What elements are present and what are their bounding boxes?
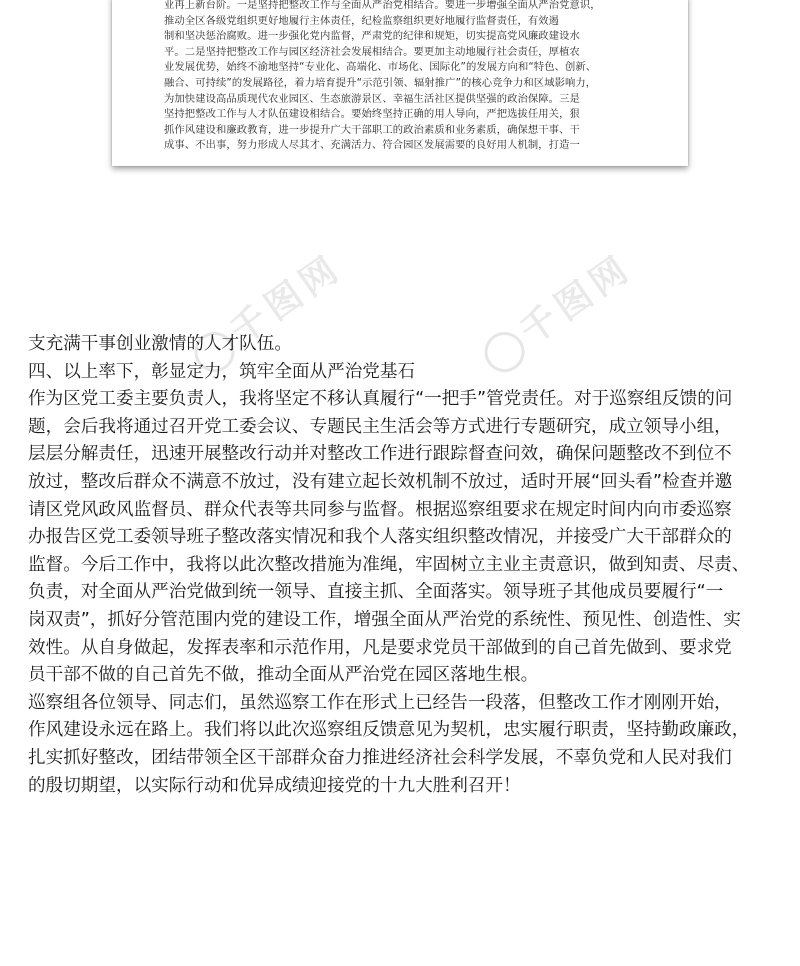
body-line: 层层分解责任，迅速开展整改行动并对整改工作进行跟踪督查问效，确保问题整改不到位不 — [28, 444, 732, 465]
body-line: 请区党风政风监督员、群众代表等共同参与监督。根据巡察组要求在规定时间内向市委巡察 — [28, 499, 732, 520]
preview-line: 成事、不出事，努力形成人尽其才、充满活力、符合园区发展需要的良好用人机制，打造一 — [164, 139, 580, 152]
body-line: 巡察组各位领导、同志们，虽然巡察工作在形式上已经告一段落，但整改工作才刚刚开始， — [28, 692, 732, 713]
watermark-text: 千图网 — [513, 246, 640, 353]
preview-line: 业发展优势，始终不渝地坚持“专业化、高端化、市场化、国际化”的发展方向和“特色、创新、 — [164, 61, 597, 74]
preview-line: 制和坚决惩治腐败。进一步强化党内监督，严肃党的纪律和规矩，切实提高党风廉政建设水 — [164, 30, 580, 43]
document-body — [28, 331, 778, 800]
preview-line: 融合、可持续”的发展路径，着力培育提升“示范引领、辐射推广”的核心竞争力和区域影响力， — [164, 76, 597, 89]
body-line: 放过，整改后群众不满意不放过，没有建立起长效机制不放过，适时开展“回头看”检查并邀 — [28, 471, 733, 492]
preview-text — [164, 0, 640, 154]
body-line: 作为区党工委主要负责人，我将坚定不移认真履行“一把手”管党责任。对于巡察组反馈的问 — [28, 389, 733, 410]
body-line: 题，会后我将通过召开党工委会议、专题民主生活会等方式进行专题研究，成立领导小组， — [28, 416, 732, 437]
preview-line: 业再上新台阶。一是坚持把整改工作与全面从严治党相结合。要进一步增强全面从严治党意识， — [164, 0, 601, 11]
body-line: 负责，对全面从严治党做到统一领导、直接主抓、全面落实。领导班子其他成员要履行“一 — [28, 582, 724, 603]
body-line: 作风建设永远在路上。我们将以此次巡察组反馈意见为契机，忠实履行职责，坚持勤政廉政， — [28, 720, 750, 741]
preview-line: 为加快建设高品质现代农业园区、生态旅游景区、幸福生活社区提供坚强的政治保障。三是 — [164, 92, 580, 105]
preview-line: 抓作风建设和廉政教育，进一步提升广大干部职工的政治素质和业务素质，确保想干事、干 — [164, 123, 580, 136]
preview-line: 坚持把整改工作与人才队伍建设相结合。要始终坚持正确的用人导向，严把选拔任用关，狠 — [164, 108, 580, 121]
body-line: 监督。今后工作中，我将以此次整改措施为准绳，牢固树立主业主责意识，做到知责、尽责、 — [28, 554, 750, 575]
body-line: 支充满干事创业激情的人才队伍。 — [28, 334, 292, 354]
body-line: 办报告区党工委领导班子整改落实情况和我个人落实组织整改情况，并接受广大干部群众的 — [28, 527, 732, 548]
body-line: 效性。从自身做起，发挥表率和示范作用，凡是要求党员干部做到的自己首先做到、要求党 — [28, 637, 732, 658]
document-preview-card — [112, 0, 688, 166]
body-line: 的殷切期望，以实际行动和优异成绩迎接党的十九大胜利召开！ — [28, 775, 521, 796]
body-line: 扎实抓好整改，团结带领全区干部群众奋力推进经济社会科学发展，不辜负党和人民对我们 — [28, 747, 732, 768]
watermark-text: 千图网 — [223, 246, 350, 353]
body-line: 员干部不做的自己首先不做，推动全面从严治党在园区落地生根。 — [28, 665, 539, 686]
preview-line: 平。二是坚持把整改工作与园区经济社会发展相结合。要更加主动地履行社会责任，厚植农 — [164, 45, 580, 58]
body-line: 岗双责”，抓好分管范围内党的建设工作，增强全面从严治党的系统性、预见性、创造性、实 — [28, 609, 741, 630]
preview-line: 推动全区各级党组织更好地履行主体责任，纪检监察组织更好地履行监督责任，有效遏 — [164, 14, 560, 27]
section-heading: 四、以上率下，彰显定力，筑牢全面从严治党基石 — [28, 361, 416, 382]
